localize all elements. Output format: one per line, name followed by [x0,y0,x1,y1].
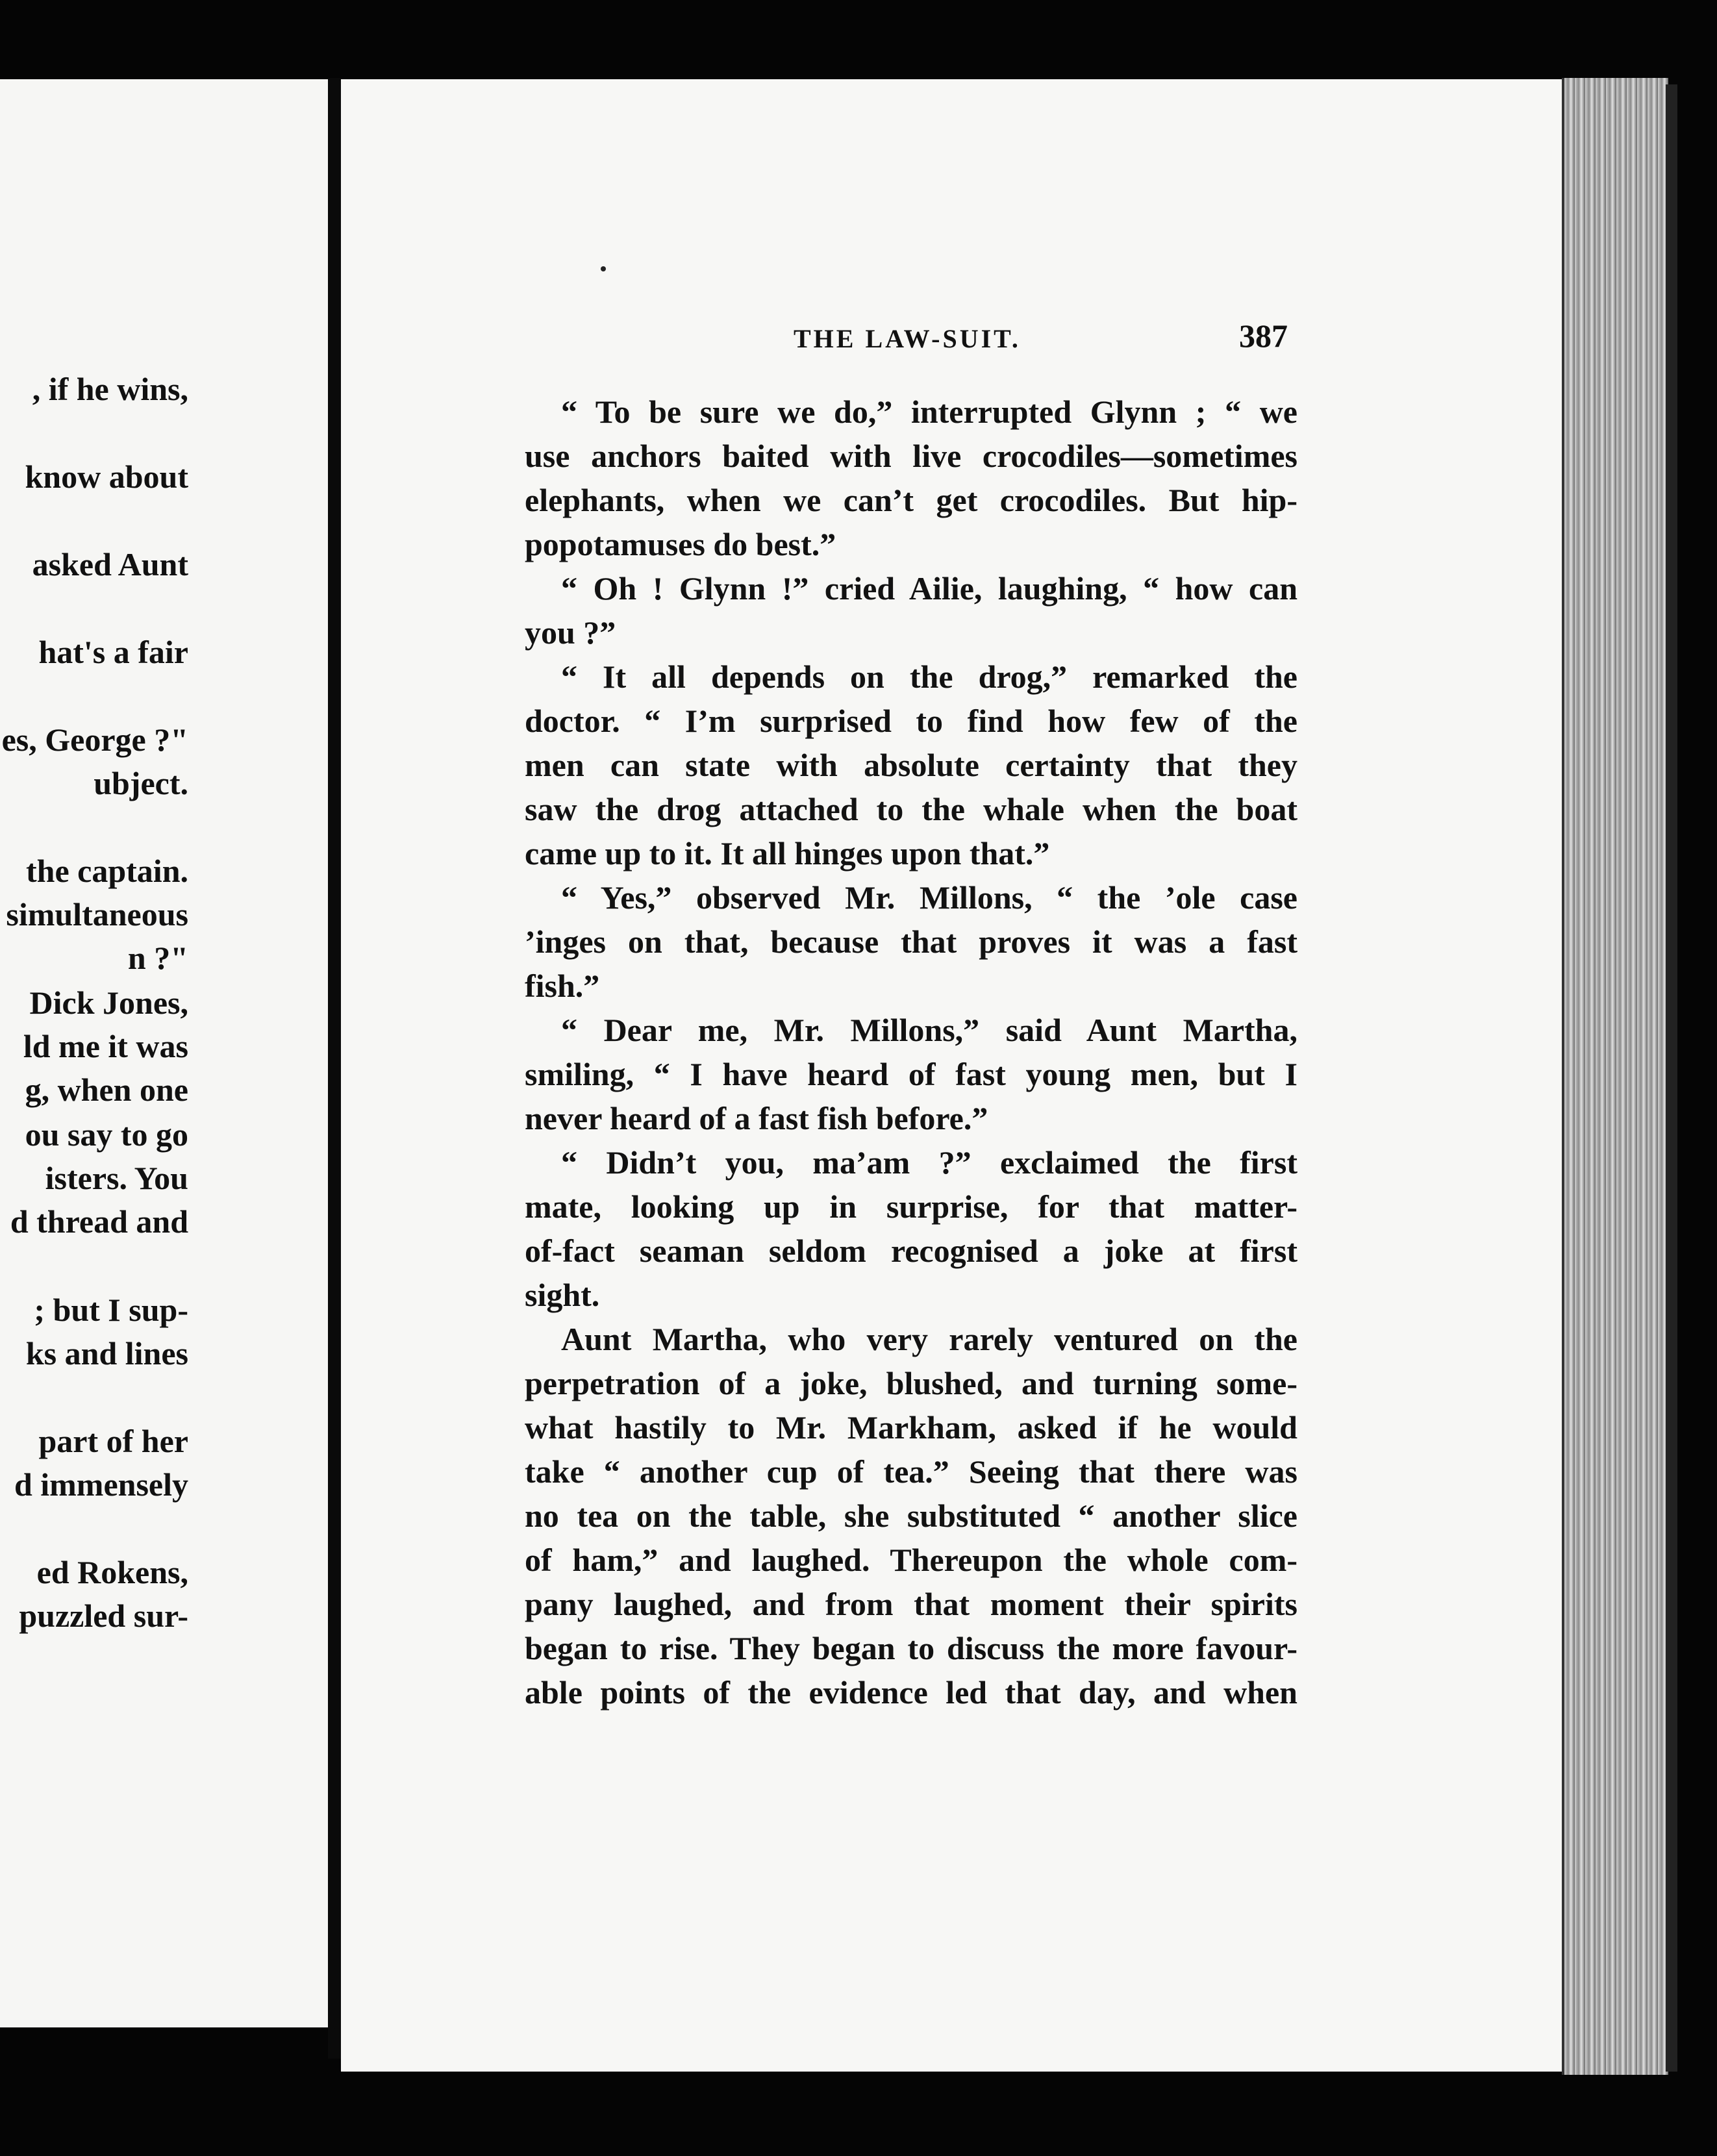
left-text-line: hat's a fair [38,634,188,670]
left-text-line: ld me it was [23,1028,188,1064]
left-text-line: ed Rokens, [36,1554,188,1590]
text-line: smiling, “ I have heard of fast young men, but I [525,1056,1297,1092]
text-line: came up to it. It all hinges upon that.” [525,835,1050,871]
left-text-line: es, George ?" [1,721,188,758]
text-line: ’inges on that, because that proves it was a fast [525,923,1297,960]
left-text-line: ; but I sup- [34,1292,188,1328]
page-number: 387 [1239,318,1288,354]
left-text-line: ou say to go [25,1116,188,1153]
left-page [0,79,334,2027]
left-text-line: puzzled sur- [19,1598,188,1634]
edge-shadow [1666,84,1677,2072]
text-line: doctor. “ I’m surprised to find how few of the [525,703,1297,739]
text-line: “ Dear me, Mr. Millons,” said Aunt Martha, [561,1012,1297,1048]
text-line: use anchors baited with live crocodiles—sometimes [525,438,1297,474]
left-text-line: ubject. [94,765,188,801]
text-line: “ Oh ! Glynn !” cried Ailie, laughing, “ how can [561,570,1297,607]
left-text-line: simultaneous [6,896,188,933]
left-text-line: , if he wins, [32,371,188,407]
text-line: Aunt Martha, who very rarely ventured on the [561,1321,1297,1357]
text-line: popotamuses do best.” [525,526,836,562]
text-line: elephants, when we can’t get crocodiles. But hip- [525,482,1297,518]
left-text-line: d thread and [10,1203,188,1240]
left-text-line: isters. You [45,1160,188,1196]
left-text-line: g, when one [25,1072,188,1108]
text-line: take “ another cup of tea.” Seeing that there was [525,1453,1297,1490]
page-edges [1562,78,1668,2075]
text-line: saw the drog attached to the whale when the boat [525,791,1297,827]
text-line: no tea on the table, she substituted “ another slice [525,1498,1297,1534]
left-text-line: part of her [38,1423,188,1459]
left-text-line: know about [25,458,188,495]
left-text-line: n ?" [127,940,188,976]
text-line: “ Didn’t you, ma’am ?” exclaimed the first [561,1144,1297,1181]
text-line: what hastily to Mr. Markham, asked if he would [525,1409,1297,1446]
text-line: able points of the evidence led that day, and when [525,1674,1297,1711]
text-line: never heard of a fast fish before.” [525,1100,988,1136]
text-line: perpetration of a joke, blushed, and turning some- [525,1365,1297,1401]
text-line: began to rise. They began to discuss the more favour- [525,1630,1297,1666]
text-line: pany laughed, and from that moment their spirits [525,1586,1297,1622]
text-line: mate, looking up in surprise, for that matter- [525,1188,1297,1225]
ink-speck [601,266,606,271]
left-text-line: ks and lines [25,1335,188,1372]
left-text-line: asked Aunt [32,546,188,583]
text-line: you ?” [525,614,616,651]
text-line: “ It all depends on the drog,” remarked the [561,658,1297,695]
left-text-line: the captain. [26,853,188,889]
text-line: “ To be sure we do,” interrupted Glynn ; “ we [561,394,1297,430]
left-text-line: d immensely [14,1466,188,1503]
text-line: “ Yes,” observed Mr. Millons, “ the ’ole case [561,879,1297,916]
text-line: of-fact seaman seldom recognised a joke at first [525,1233,1297,1269]
running-head: THE LAW-SUIT. [794,324,1021,353]
text-line: fish.” [525,968,600,1004]
text-line: men can state with absolute certainty that they [525,747,1297,783]
text-line: of ham,” and laughed. Thereupon the whole com- [525,1542,1297,1578]
left-text-line: Dick Jones, [29,984,188,1021]
text-line: sight. [525,1277,600,1313]
